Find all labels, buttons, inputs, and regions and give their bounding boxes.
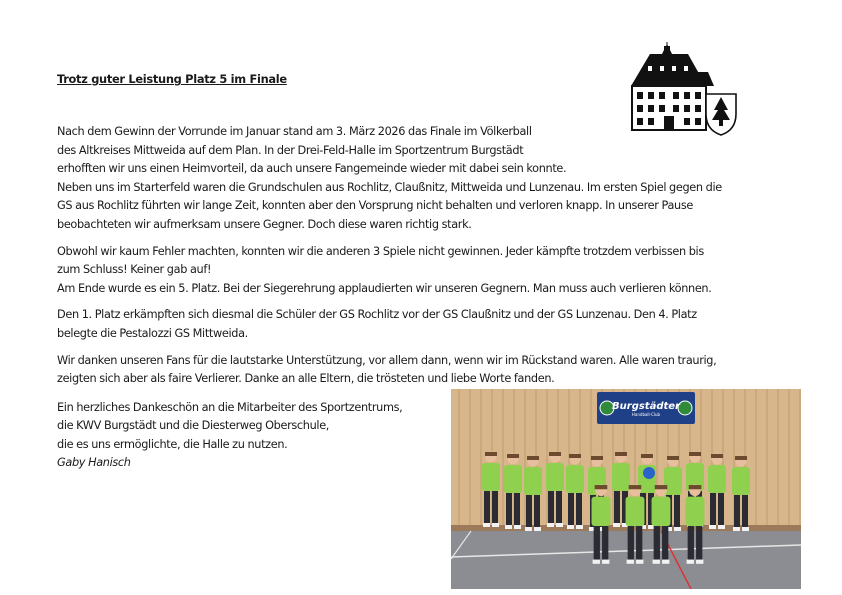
town-hall-and-tree-crest-icon <box>628 42 740 136</box>
article-title: Trotz guter Leistung Platz 5 im Finale <box>57 72 287 86</box>
paragraph-4 <box>57 352 779 389</box>
text-line: beobachteten wir aufmerksam unsere Gegner. Doch diese waren richtig stark. <box>57 217 472 231</box>
paragraph-1 <box>57 123 779 235</box>
team-photo <box>451 389 801 589</box>
text-line: zum Schluss! Keiner gab auf! <box>57 263 212 277</box>
author-signature: Gaby Hanisch <box>57 456 131 470</box>
text-line: belegte die Pestalozzi GS Mittweida. <box>57 326 248 340</box>
closing-thanks <box>57 399 447 473</box>
text-line: zeigten sich aber als faire Verlierer. Danke an alle Eltern, die trösteten und liebe Worte fanden. <box>57 372 555 386</box>
text-line: die KWV Burgstädt und die Diesterweg Oberschule, <box>57 419 330 433</box>
banner-text: Burgstädter <box>612 401 680 412</box>
text-line: Am Ende wurde es ein 5. Platz. Bei der Siegerehrung applaudierten wir unseren Gegnern. Man muss auch verlieren können. <box>57 281 712 295</box>
text-line: GS aus Rochlitz führten wir lange Zeit, konnten aber den Vorsprung nicht behalten und verloren knapp. In unserer Pause <box>57 199 693 213</box>
text-line: erhofften wir uns einen Heimvorteil, da auch unsere Fangemeinde wieder mit dabei sein konnte. <box>57 162 567 176</box>
text-line: Ein herzliches Dankeschön an die Mitarbeiter des Sportzentrums, <box>57 401 403 414</box>
article-body <box>57 123 779 397</box>
paragraph-2 <box>57 243 779 299</box>
text-line: Wir danken unseren Fans für die lautstarke Unterstützung, vor allem dann, wenn wir im Rückstand waren. Alle waren traurig, <box>57 353 717 367</box>
paragraph-3 <box>57 306 779 343</box>
text-line: Nach dem Gewinn der Vorrunde im Januar stand am 3. März 2026 das Finale im Völkerball <box>57 125 532 138</box>
text-line: die es uns ermöglichte, die Halle zu nutzen. <box>57 437 288 451</box>
text-line: des Altkreises Mittweida auf dem Plan. In der Drei-Feld-Halle im Sportzentrum Burgstädt <box>57 143 524 157</box>
ball-icon <box>643 467 655 479</box>
banner-subtext: Handball-Club <box>631 412 661 417</box>
text-line: Obwohl wir kaum Fehler machten, konnten wir die anderen 3 Spiele nicht gewinnen. Jeder kämpfte trotzdem verbissen bis <box>57 244 704 258</box>
text-line: Den 1. Platz erkämpften sich diesmal die Schüler der GS Rochlitz vor der GS Claußnitz und der GS Lunzenau. Den 4. Platz <box>57 308 697 322</box>
text-line: Neben uns im Starterfeld waren die Grundschulen aus Rochlitz, Claußnitz, Mittweida und Lunzenau. Im ersten Spiel gegen die <box>57 180 722 194</box>
club-banner <box>597 392 695 424</box>
school-crest-logo <box>628 42 740 136</box>
